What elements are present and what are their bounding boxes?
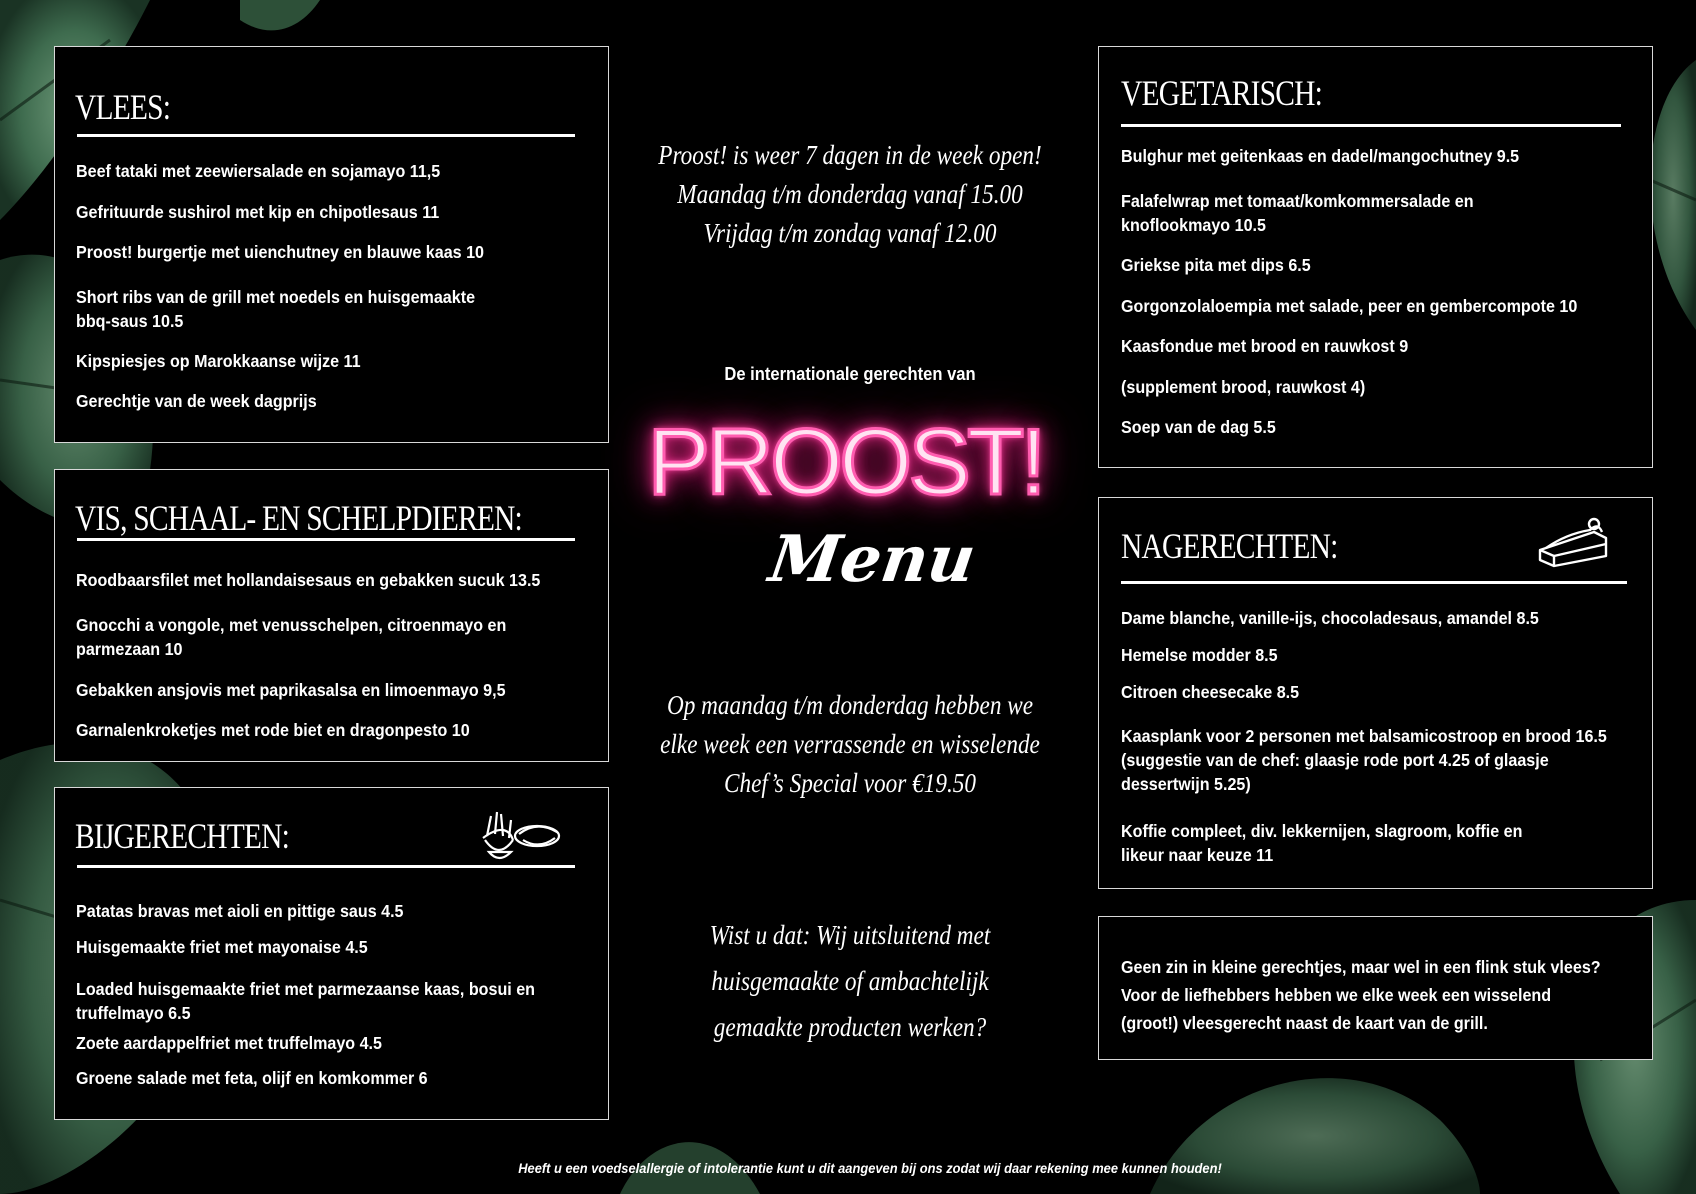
nagerechten-panel (1098, 497, 1653, 889)
proost-neon-logo: PROOST! (647, 409, 1043, 514)
vis-panel (54, 469, 609, 762)
vleesgerecht-text: Geen zin in kleine gerechtjes, maar wel in een flink stuk vlees? Voor de liefhebbers hebben we elke week een wisselend (groot!) vleesgerecht naast de kaart van de grill. (1121, 957, 1601, 1033)
vlees-item: Beef tataki met zeewiersalade en sojamayo 11,5 (76, 161, 441, 181)
vlees-panel (54, 46, 609, 443)
chefs-special-text: Op maandag t/m donderdag hebben we elke week een verrassende en wisselende Chef’s Special voor €19.50 (660, 690, 1040, 798)
bijgerechten-item: Groene salade met feta, olijf en komkommer 6 (76, 1068, 428, 1088)
vegetarisch-item: Kaasfondue met brood en rauwkost 9 (1121, 336, 1409, 356)
vegetarisch-divider (1121, 124, 1621, 127)
vlees-title: VLEES: (75, 87, 171, 127)
allergy-footer: Heeft u een voedselallergie of intolerantie kunt u dit aangeven bij ons zodat wij daar rekening mee kunnen houden! (518, 1160, 1222, 1176)
vis-item: Gebakken ansjovis met paprikasalsa en limoenmayo 9,5 (76, 680, 506, 700)
nagerechten-item: Kaasplank voor 2 personen met balsamicostroop en brood 16.5 (suggestie van de chef: glaasje rode port 4.25 of glaasje dessertwijn 5.25) (1121, 726, 1607, 794)
vis-item: Gnocchi a vongole, met venusschelpen, citroenmayo en parmezaan 10 (76, 615, 507, 659)
vis-divider (77, 538, 575, 541)
vleesgerecht-panel (1098, 916, 1653, 1060)
vis-item: Garnalenkroketjes met rode biet en dragonpesto 10 (76, 720, 470, 740)
vegetarisch-item: Falafelwrap met tomaat/komkommersalade en knoflookmayo 10.5 (1121, 191, 1474, 235)
vlees-item: Proost! burgertje met uienchutney en blauwe kaas 10 (76, 242, 484, 262)
vegetarisch-panel (1098, 46, 1653, 468)
bijgerechten-item: Patatas bravas met aioli en pittige saus 4.5 (76, 901, 404, 921)
bijgerechten-item: Huisgemaakte friet met mayonaise 4.5 (76, 937, 368, 957)
vegetarisch-item: Bulghur met geitenkaas en dadel/mangochutney 9.5 (1121, 146, 1520, 166)
did-you-know-text: Wist u dat: Wij uitsluitend met huisgemaakte of ambachtelijk gemaakte producten werken? (709, 920, 991, 1042)
vegetarisch-item: Soep van de dag 5.5 (1121, 417, 1276, 437)
vlees-item: Gerechtje van de week dagprijs (76, 391, 317, 411)
vegetarisch-title: VEGETARISCH: (1121, 73, 1323, 113)
vlees-item: Kipspiesjes op Marokkaanse wijze 11 (76, 351, 361, 371)
nagerechten-item: Koffie compleet, div. lekkernijen, slagroom, koffie en likeur naar keuze 11 (1121, 821, 1523, 865)
nagerechten-title: NAGERECHTEN: (1121, 526, 1338, 566)
bijgerechten-title: BIJGERECHTEN: (75, 816, 290, 856)
vegetarisch-item: Gorgonzolaloempia met salade, peer en gembercompote 10 (1121, 296, 1578, 316)
vegetarisch-item: (supplement brood, rauwkost 4) (1121, 377, 1366, 397)
bijgerechten-panel (54, 787, 609, 1120)
vlees-item: Short ribs van de grill met noedels en huisgemaakte bbq-saus 10.5 (76, 287, 476, 331)
vis-title: VIS, SCHAAL- EN SCHELPDIEREN: (75, 498, 522, 538)
cake-slice-icon (1536, 514, 1612, 568)
vegetarisch-item: Griekse pita met dips 6.5 (1121, 255, 1311, 275)
vis-item: Roodbaarsfilet met hollandaisesaus en gebakken sucuk 13.5 (76, 570, 541, 590)
bijgerechten-item: Zoete aardappelfriet met truffelmayo 4.5 (76, 1033, 383, 1053)
nagerechten-item: Dame blanche, vanille-ijs, chocoladesaus, amandel 8.5 (1121, 608, 1539, 628)
bijgerechten-item: Loaded huisgemaakte friet met parmezaanse kaas, bosui en truffelmayo 6.5 (76, 979, 536, 1023)
nagerechten-item: Hemelse modder 8.5 (1121, 645, 1278, 665)
nagerechten-divider (1121, 581, 1627, 584)
fries-bowl-icon (479, 806, 563, 866)
menu-script-title: Menu (764, 522, 980, 597)
vlees-item: Gefrituurde sushirol met kip en chipotlesaus 11 (76, 202, 440, 222)
nagerechten-item: Citroen cheesecake 8.5 (1121, 682, 1300, 702)
intro-text: De internationale gerechten van (724, 364, 976, 384)
opening-hours: Proost! is weer 7 dagen in de week open! Maandag t/m donderdag vanaf 15.00 Vrijdag t/m zondag vanaf 12.00 (658, 140, 1042, 248)
vlees-divider (77, 134, 575, 137)
